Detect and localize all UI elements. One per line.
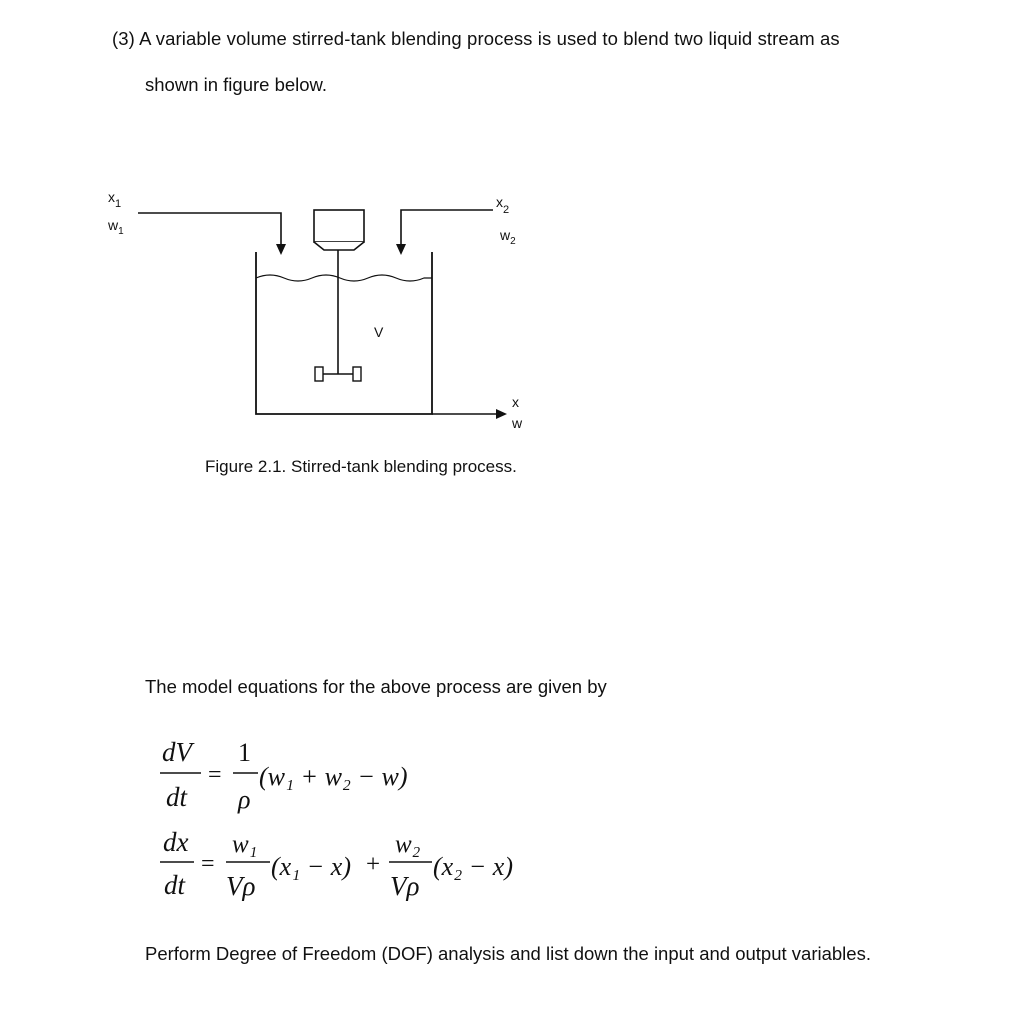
eq2-term2-numerator: w₂ [395,831,421,858]
eq1-rhs-numerator: 1 [238,738,251,767]
inlet-pipe-2 [401,210,493,252]
eq1-rhs-denominator: ρ [238,785,251,814]
eq2-term2-denominator: Vρ [390,871,420,901]
equation-1 [160,737,408,814]
eq2-lhs-numerator: dx [163,827,189,857]
eq2-lhs-denominator: dt [164,870,186,900]
liquid-surface [256,275,432,281]
label-volume: V [374,324,384,340]
eq2-plus: + [366,851,381,878]
label-w-out: w [512,415,523,431]
model-intro-text: The model equations for the above process are given by [145,676,607,697]
tank-walls [256,252,432,414]
eq2-equals: = [201,851,215,877]
outlet-arrow [496,409,507,419]
eq2-term1-denominator: Vρ [226,871,256,901]
eq2-term2-body: (x₂ − x) [433,852,513,881]
eq1-equals: = [208,762,222,788]
eq2-term1-numerator: w₁ [232,831,258,858]
motor-icon [314,210,364,242]
label-w2: $w_2$ [500,227,516,247]
inlet-arrow-2 [396,244,406,255]
figure-caption: Figure 2.1. Stirred-tank blending process. [205,457,517,476]
question-line-2: shown in figure below. [145,74,328,95]
eq1-rhs-body: (w₁ + w₂ − w) [259,762,408,791]
eq1-lhs-denominator: dt [166,782,188,812]
inlet-arrow-1 [276,244,286,255]
inlet-pipe-1 [138,213,281,252]
eq1-lhs-numerator: dV [162,737,192,767]
label-x1: $x_1$ [108,189,122,210]
label-x2: $x_2$ [496,194,510,216]
task-instruction: Perform Degree of Freedom (DOF) analysis and list down the input and output variables. [145,943,871,964]
label-x-out: x [512,394,519,410]
question-line-1: (3) A variable volume stirred-tank blending process is used to blend two liquid stream as [112,28,840,49]
motor-coupling [314,242,364,250]
impeller-blade-left [315,367,323,381]
eq2-term1-body: (x₁ − x) [271,852,351,881]
label-w1: $w_1$ [108,217,124,237]
equation-2 [160,827,513,901]
impeller-blade-right [353,367,361,381]
